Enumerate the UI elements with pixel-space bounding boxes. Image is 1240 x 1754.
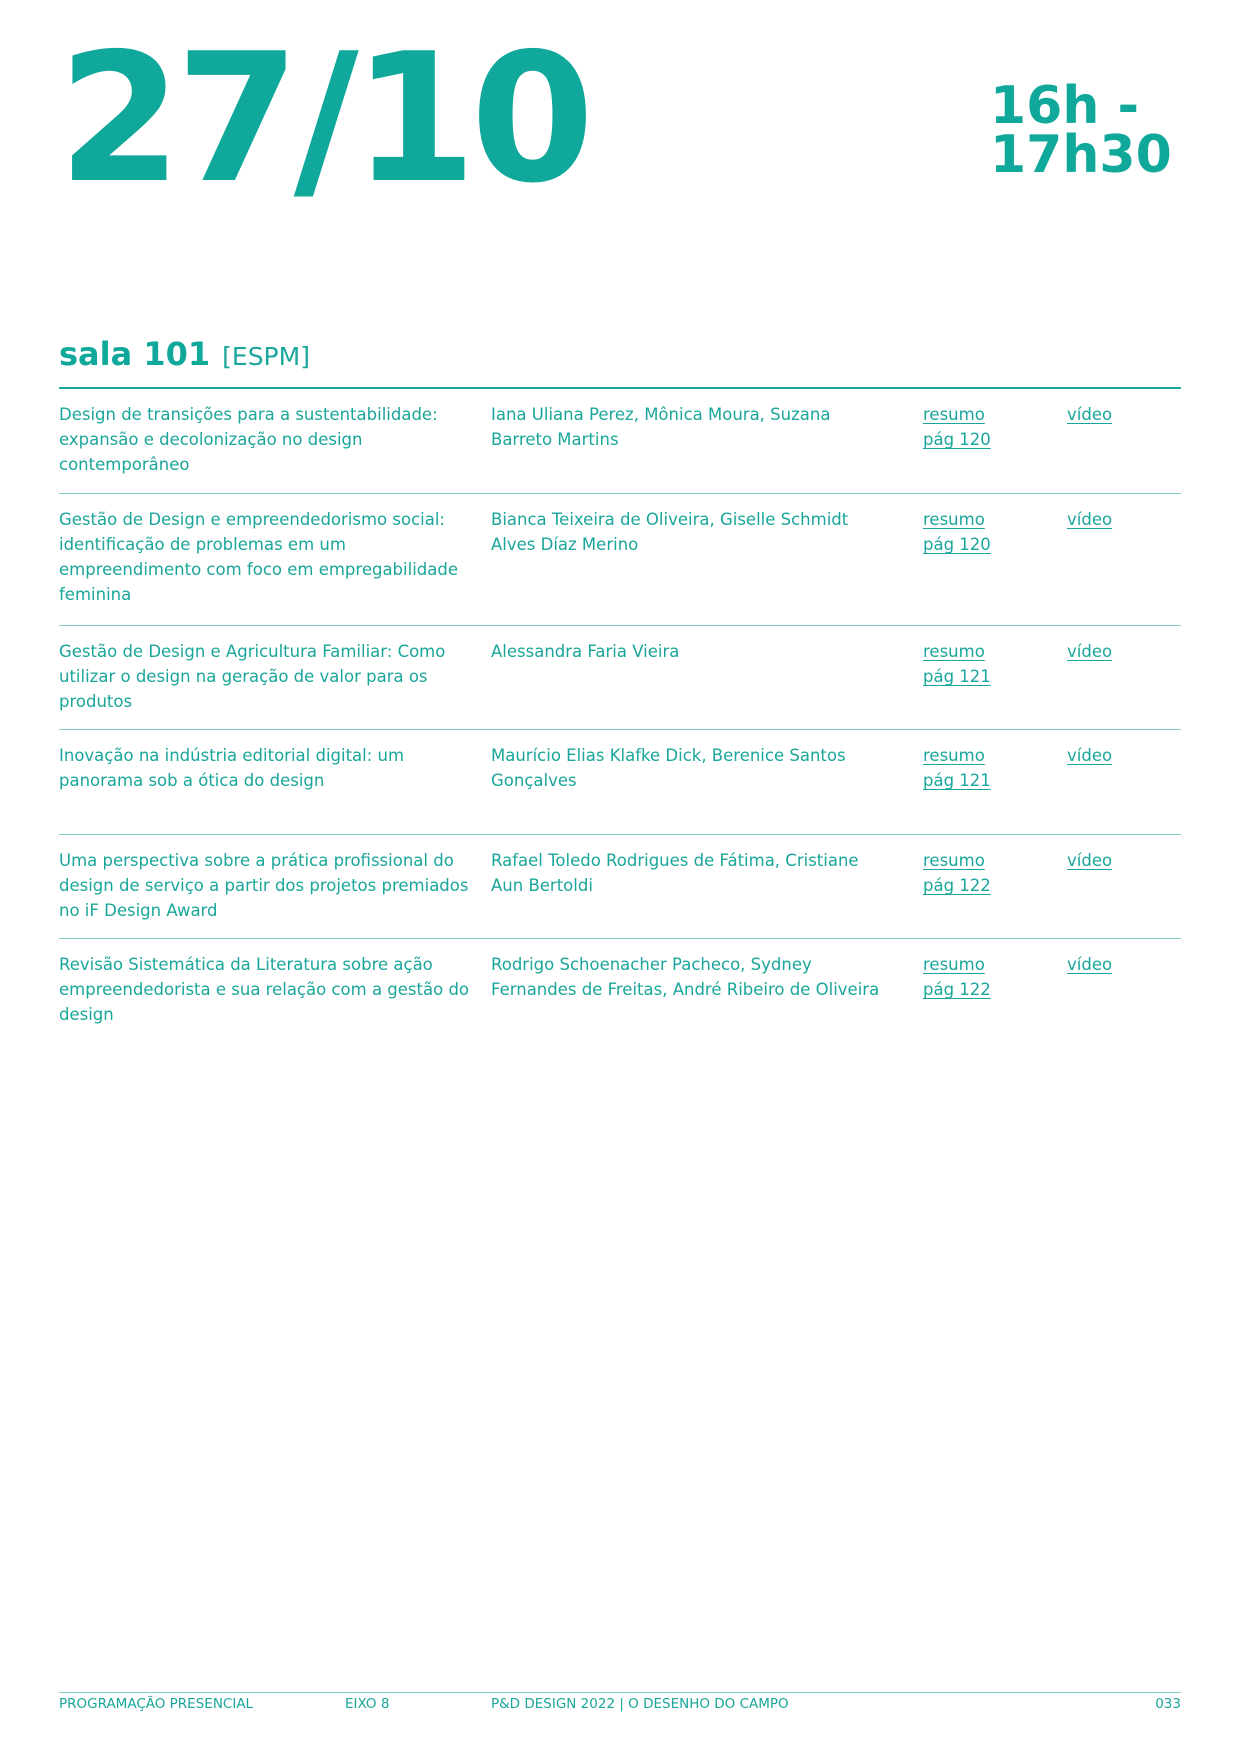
table-row	[59, 389, 1181, 494]
table-row	[59, 939, 1181, 1043]
session-authors: Maurício Elias Klafke Dick, Berenice Santos Gonçalves	[491, 746, 846, 790]
session-title: Gestão de Design e empreendedorismo social: identificação de problemas em um empreendimento com foco em empregabilidade feminina	[59, 510, 458, 604]
summary-links	[923, 743, 1033, 793]
session-authors: Alessandra Faria Vieira	[491, 642, 680, 661]
session-title: Inovação na indústria editorial digital: um panorama sob a ótica do design	[59, 746, 405, 790]
footer-divider	[59, 1692, 1181, 1693]
summary-links	[923, 507, 1033, 557]
page-number: 033	[1155, 1696, 1181, 1712]
time-end: 17h30	[990, 125, 1172, 185]
page-link[interactable]: pág 120	[923, 535, 991, 554]
session-authors: Iana Uliana Perez, Mônica Moura, Suzana Barreto Martins	[491, 405, 831, 449]
footer-axis: EIXO 8	[345, 1696, 390, 1712]
video-link[interactable]: vídeo	[1067, 955, 1113, 974]
video-link[interactable]: vídeo	[1067, 405, 1113, 424]
summary-links	[923, 402, 1033, 452]
room-name: sala 101	[59, 335, 211, 373]
session-authors: Rafael Toledo Rodrigues de Fátima, Cristiane Aun Bertoldi	[491, 851, 859, 895]
video-cell	[1067, 639, 1167, 664]
page-link[interactable]: pág 121	[923, 771, 991, 790]
session-authors: Bianca Teixeira de Oliveira, Giselle Schmidt Alves Díaz Merino	[491, 510, 849, 554]
session-title: Gestão de Design e Agricultura Familiar: Como utilizar o design na geração de valor para os produtos	[59, 642, 446, 711]
footer-event: P&D DESIGN 2022 | O DESENHO DO CAMPO	[491, 1696, 789, 1712]
summary-link[interactable]: resumo	[923, 851, 985, 870]
summary-links	[923, 952, 1033, 1002]
video-cell	[1067, 952, 1167, 977]
room-venue: [ESPM]	[222, 342, 310, 371]
summary-link[interactable]: resumo	[923, 405, 985, 424]
video-cell	[1067, 848, 1167, 873]
summary-link[interactable]: resumo	[923, 746, 985, 765]
session-table	[59, 387, 1181, 1043]
session-title: Revisão Sistemática da Literatura sobre ação empreendedorista e sua relação com a gestão do design	[59, 955, 470, 1024]
session-date: 27/10	[58, 15, 589, 222]
video-cell	[1067, 507, 1167, 532]
summary-links	[923, 848, 1033, 898]
page-link[interactable]: pág 120	[923, 430, 991, 449]
video-cell	[1067, 743, 1167, 768]
session-title: Uma perspectiva sobre a prática profissional do design de serviço a partir dos projetos premiados no iF Design Award	[59, 851, 469, 920]
session-title: Design de transições para a sustentabilidade: expansão e decolonização no design contemporâneo	[59, 405, 438, 474]
time-start: 16h -	[990, 76, 1140, 136]
video-link[interactable]: vídeo	[1067, 642, 1113, 661]
page-link[interactable]: pág 121	[923, 667, 991, 686]
summary-link[interactable]: resumo	[923, 642, 985, 661]
room-heading	[59, 335, 310, 373]
summary-links	[923, 639, 1033, 689]
video-link[interactable]: vídeo	[1067, 746, 1113, 765]
footer-section: PROGRAMAÇÃO PRESENCIAL	[59, 1696, 254, 1712]
video-link[interactable]: vídeo	[1067, 510, 1113, 529]
table-row	[59, 494, 1181, 626]
session-time	[990, 76, 1180, 185]
summary-link[interactable]: resumo	[923, 955, 985, 974]
session-authors: Rodrigo Schoenacher Pacheco, Sydney Fernandes de Freitas, André Ribeiro de Oliveira	[491, 955, 880, 999]
summary-link[interactable]: resumo	[923, 510, 985, 529]
video-cell	[1067, 402, 1167, 427]
page-link[interactable]: pág 122	[923, 980, 991, 999]
table-row	[59, 626, 1181, 730]
table-row	[59, 730, 1181, 835]
video-link[interactable]: vídeo	[1067, 851, 1113, 870]
table-row	[59, 835, 1181, 939]
page-link[interactable]: pág 122	[923, 876, 991, 895]
